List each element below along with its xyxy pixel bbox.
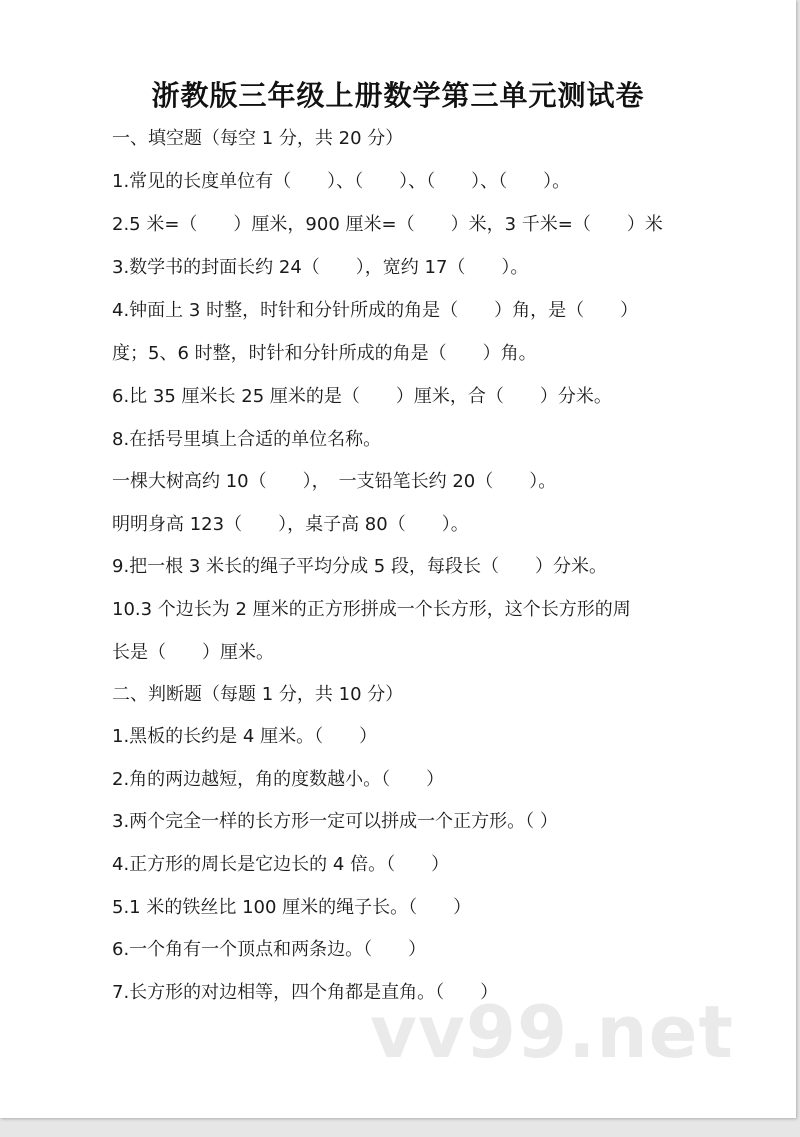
question-line: 4.正方形的周长是它边长的 4 倍。（ ） bbox=[112, 854, 450, 875]
question-line: 7.长方形的对边相等，四个角都是直角。（ ） bbox=[112, 982, 499, 1003]
question-line: 2.角的两边越短，角的度数越小。（ ） bbox=[112, 769, 445, 790]
question-line: 6.一个角有一个顶点和两条边。（ ） bbox=[112, 939, 427, 960]
question-line: 3.数学书的封面长约 24（ ），宽约 17（ ）。 bbox=[112, 257, 529, 278]
question-line: 明明身高 123（ ），桌子高 80（ ）。 bbox=[112, 514, 469, 535]
question-line: 2.5 米=（ ）厘米，900 厘米=（ ）米，3 千米=（ ）米 bbox=[112, 214, 663, 235]
question-line: 度；5、6 时整，时针和分针所成的角是（ ）角。 bbox=[112, 343, 537, 364]
question-line: 8.在括号里填上合适的单位名称。 bbox=[112, 429, 382, 450]
watermark: vv99.net bbox=[370, 990, 734, 1074]
question-line: 10.3 个边长为 2 厘米的正方形拼成一个长方形，这个长方形的周 bbox=[112, 599, 631, 620]
question-line: 一棵大树高约 10（ ）， 一支铅笔长约 20（ ）。 bbox=[112, 471, 557, 492]
question-line: 长是（ ）厘米。 bbox=[112, 642, 274, 663]
question-line: 1.常见的长度单位有（ ）、（ ）、（ ）、（ ）。 bbox=[112, 171, 571, 192]
section-heading-true-false: 二、判断题（每题 1 分，共 10 分） bbox=[112, 684, 404, 705]
section-heading-fill-blank: 一、填空题（每空 1 分，共 20 分） bbox=[112, 128, 404, 149]
question-line: 6.比 35 厘米长 25 厘米的是（ ）厘米，合（ ）分米。 bbox=[112, 386, 612, 407]
page-title: 浙教版三年级上册数学第三单元测试卷 bbox=[151, 79, 645, 112]
question-line: 5.1 米的铁丝比 100 厘米的绳子长。（ ） bbox=[112, 897, 472, 918]
question-line: 1.黑板的长约是 4 厘米。（ ） bbox=[112, 726, 378, 747]
question-line: 3.两个完全一样的长方形一定可以拼成一个正方形。（ ） bbox=[112, 811, 558, 832]
question-line: 4.钟面上 3 时整，时针和分针所成的角是（ ）角，是（ ） bbox=[112, 300, 639, 321]
question-line: 9.把一根 3 米长的绳子平均分成 5 段，每段长（ ）分米。 bbox=[112, 556, 607, 577]
